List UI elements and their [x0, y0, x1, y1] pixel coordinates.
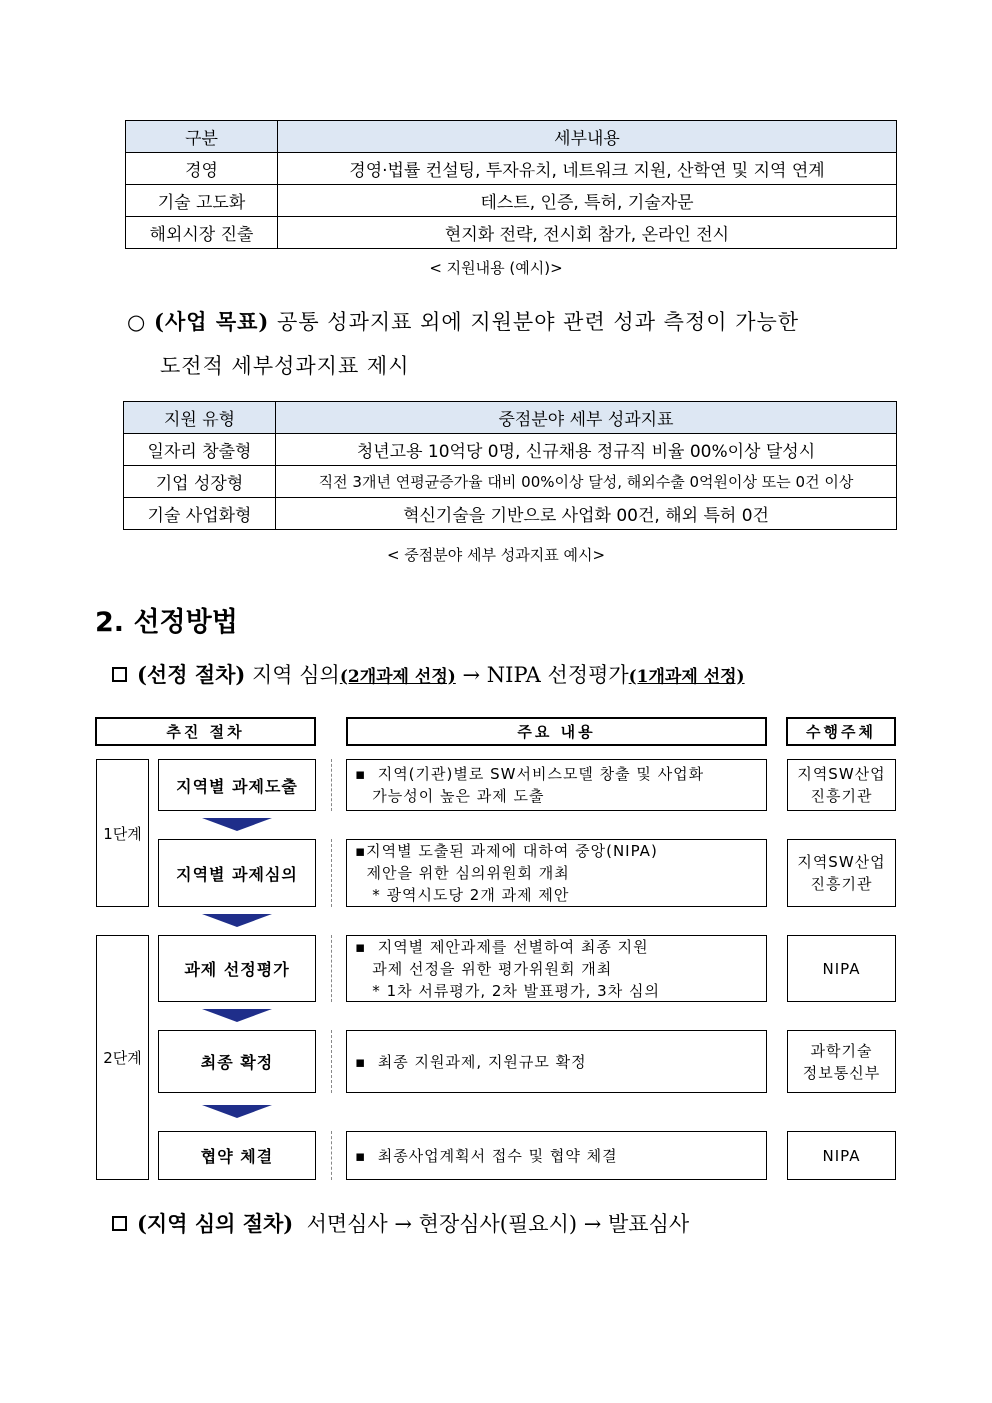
table-row: [124, 434, 897, 466]
table-cell: 혁신기술을 기반으로 사업화 00건, 해외 특허 0건: [276, 498, 897, 530]
header-kpi: 중점분야 세부 성과지표: [276, 402, 897, 434]
content-text: ▪ 최종 지원과제, 지원규모 확정: [355, 1052, 587, 1071]
regional-review-line: [112, 1208, 689, 1238]
table-row: [124, 466, 897, 498]
table-row: [126, 217, 897, 249]
table-cell: 직전 3개년 연평균증가율 대비 00%이상 달성, 해외수출 0억원이상 또는 0건 이상: [276, 466, 897, 498]
down-arrow-icon: [202, 1105, 272, 1118]
section-title: 2. 선정방법: [95, 607, 238, 638]
selection-part1-note: (2개과제 선정): [339, 667, 456, 687]
step-regional-review: 지역별 과제심의: [158, 839, 316, 907]
table-cell: 기업 성장형: [124, 466, 276, 498]
selection-part1: 지역 심의: [252, 663, 340, 687]
separator-line: [331, 935, 332, 1002]
selection-procedure-line: [112, 659, 745, 689]
flow-header-org: 수행주체: [786, 717, 896, 746]
business-goal-line1: [127, 306, 799, 336]
step-agreement: 협약 체결: [158, 1131, 316, 1180]
business-goal-text-line1: 공통 성과지표 외에 지원분야 관련 성과 측정이 가능한: [277, 310, 800, 334]
stage-2-box: 2단계: [96, 935, 149, 1180]
org-agreement: NIPA: [787, 1131, 896, 1180]
selection-procedure-label: (선정 절차): [137, 662, 246, 687]
content-text: ▪ 지역(기관)별로 SW서비스모델 창출 및 사업화 가능성이 높은 과제 도출: [355, 765, 705, 805]
down-arrow-icon: [202, 914, 272, 927]
business-goal-text-line2: 도전적 세부성과지표 제시: [160, 354, 410, 378]
stage-1-box: 1단계: [96, 759, 149, 907]
org-selection-evaluation: NIPA: [787, 935, 896, 1002]
selection-part2: NIPA 선정평가: [486, 663, 629, 687]
flow-header-content: 주요 내용: [346, 717, 767, 746]
checkbox-bullet-icon: [112, 1216, 127, 1231]
step-regional-derivation: 지역별 과제도출: [158, 759, 316, 811]
header-details: 세부내용: [278, 121, 897, 153]
table-cell: 일자리 창출형: [124, 434, 276, 466]
selection-part2-note: (1개과제 선정): [628, 667, 745, 687]
flow-header-step: 추진 절차: [95, 717, 316, 746]
table-header-row: [126, 121, 897, 153]
org-final-confirmation: 과학기술 정보통신부: [787, 1030, 896, 1093]
kpi-table: [123, 401, 897, 530]
selection-arrow: →: [462, 663, 481, 687]
down-arrow-icon: [202, 818, 272, 831]
table-cell: 테스트, 인증, 특허, 기술자문: [278, 185, 897, 217]
content-regional-derivation: [346, 759, 767, 811]
table-cell: 기술 사업화형: [124, 498, 276, 530]
support-table-caption: < 지원내용 (예시)>: [429, 259, 563, 277]
header-category: 구분: [126, 121, 278, 153]
content-selection-evaluation: [346, 935, 767, 1002]
table-cell: 해외시장 진출: [126, 217, 278, 249]
org-regional-derivation: 지역SW산업 진흥기관: [787, 759, 896, 811]
content-text: ▪ 지역별 제안과제를 선별하여 최종 지원 과제 선정을 위한 평가위원회 개최 * 1차 서류평가, 2차 발표평가, 3차 심의: [355, 937, 660, 1000]
business-goal-label: (사업 목표): [154, 309, 270, 334]
step-final-confirmation: 최종 확정: [158, 1030, 316, 1093]
separator-line: [331, 1131, 332, 1180]
separator-line: [331, 1030, 332, 1093]
table-cell: 경영·법률 컨설팅, 투자유치, 네트워크 지원, 산학연 및 지역 연계: [278, 153, 897, 185]
header-support-type: 지원 유형: [124, 402, 276, 434]
table-header-row: [124, 402, 897, 434]
content-regional-review: [346, 839, 767, 907]
table-cell: 경영: [126, 153, 278, 185]
table-cell: 기술 고도화: [126, 185, 278, 217]
separator-line: [331, 759, 332, 811]
kpi-table-caption: < 중점분야 세부 성과지표 예시>: [386, 546, 606, 564]
content-text: ▪ 최종사업계획서 접수 및 협약 체결: [355, 1146, 618, 1165]
org-regional-review: 지역SW산업 진흥기관: [787, 839, 896, 907]
content-text: ▪지역별 도출된 과제에 대하여 중앙(NIPA) 제안을 위한 심의위원회 개최 * 광역시도당 2개 과제 제안: [355, 842, 658, 904]
content-final-confirmation: [346, 1030, 767, 1093]
checkbox-bullet-icon: [112, 667, 127, 682]
separator-line: [331, 839, 332, 907]
table-cell: 현지화 전략, 전시회 참가, 온라인 전시: [278, 217, 897, 249]
step-selection-evaluation: 과제 선정평가: [158, 935, 316, 1002]
table-row: [126, 153, 897, 185]
regional-review-text: 서면심사 → 현장심사(필요시) → 발표심사: [306, 1212, 690, 1236]
regional-review-label: (지역 심의 절차): [137, 1211, 294, 1236]
circle-bullet-icon: ○: [127, 310, 147, 334]
down-arrow-icon: [202, 1009, 272, 1022]
support-content-table: [125, 120, 897, 249]
content-agreement: [346, 1131, 767, 1180]
table-cell: 청년고용 10억당 0명, 신규채용 정규직 비율 00%이상 달성시: [276, 434, 897, 466]
table-row: [124, 498, 897, 530]
table-row: [126, 185, 897, 217]
